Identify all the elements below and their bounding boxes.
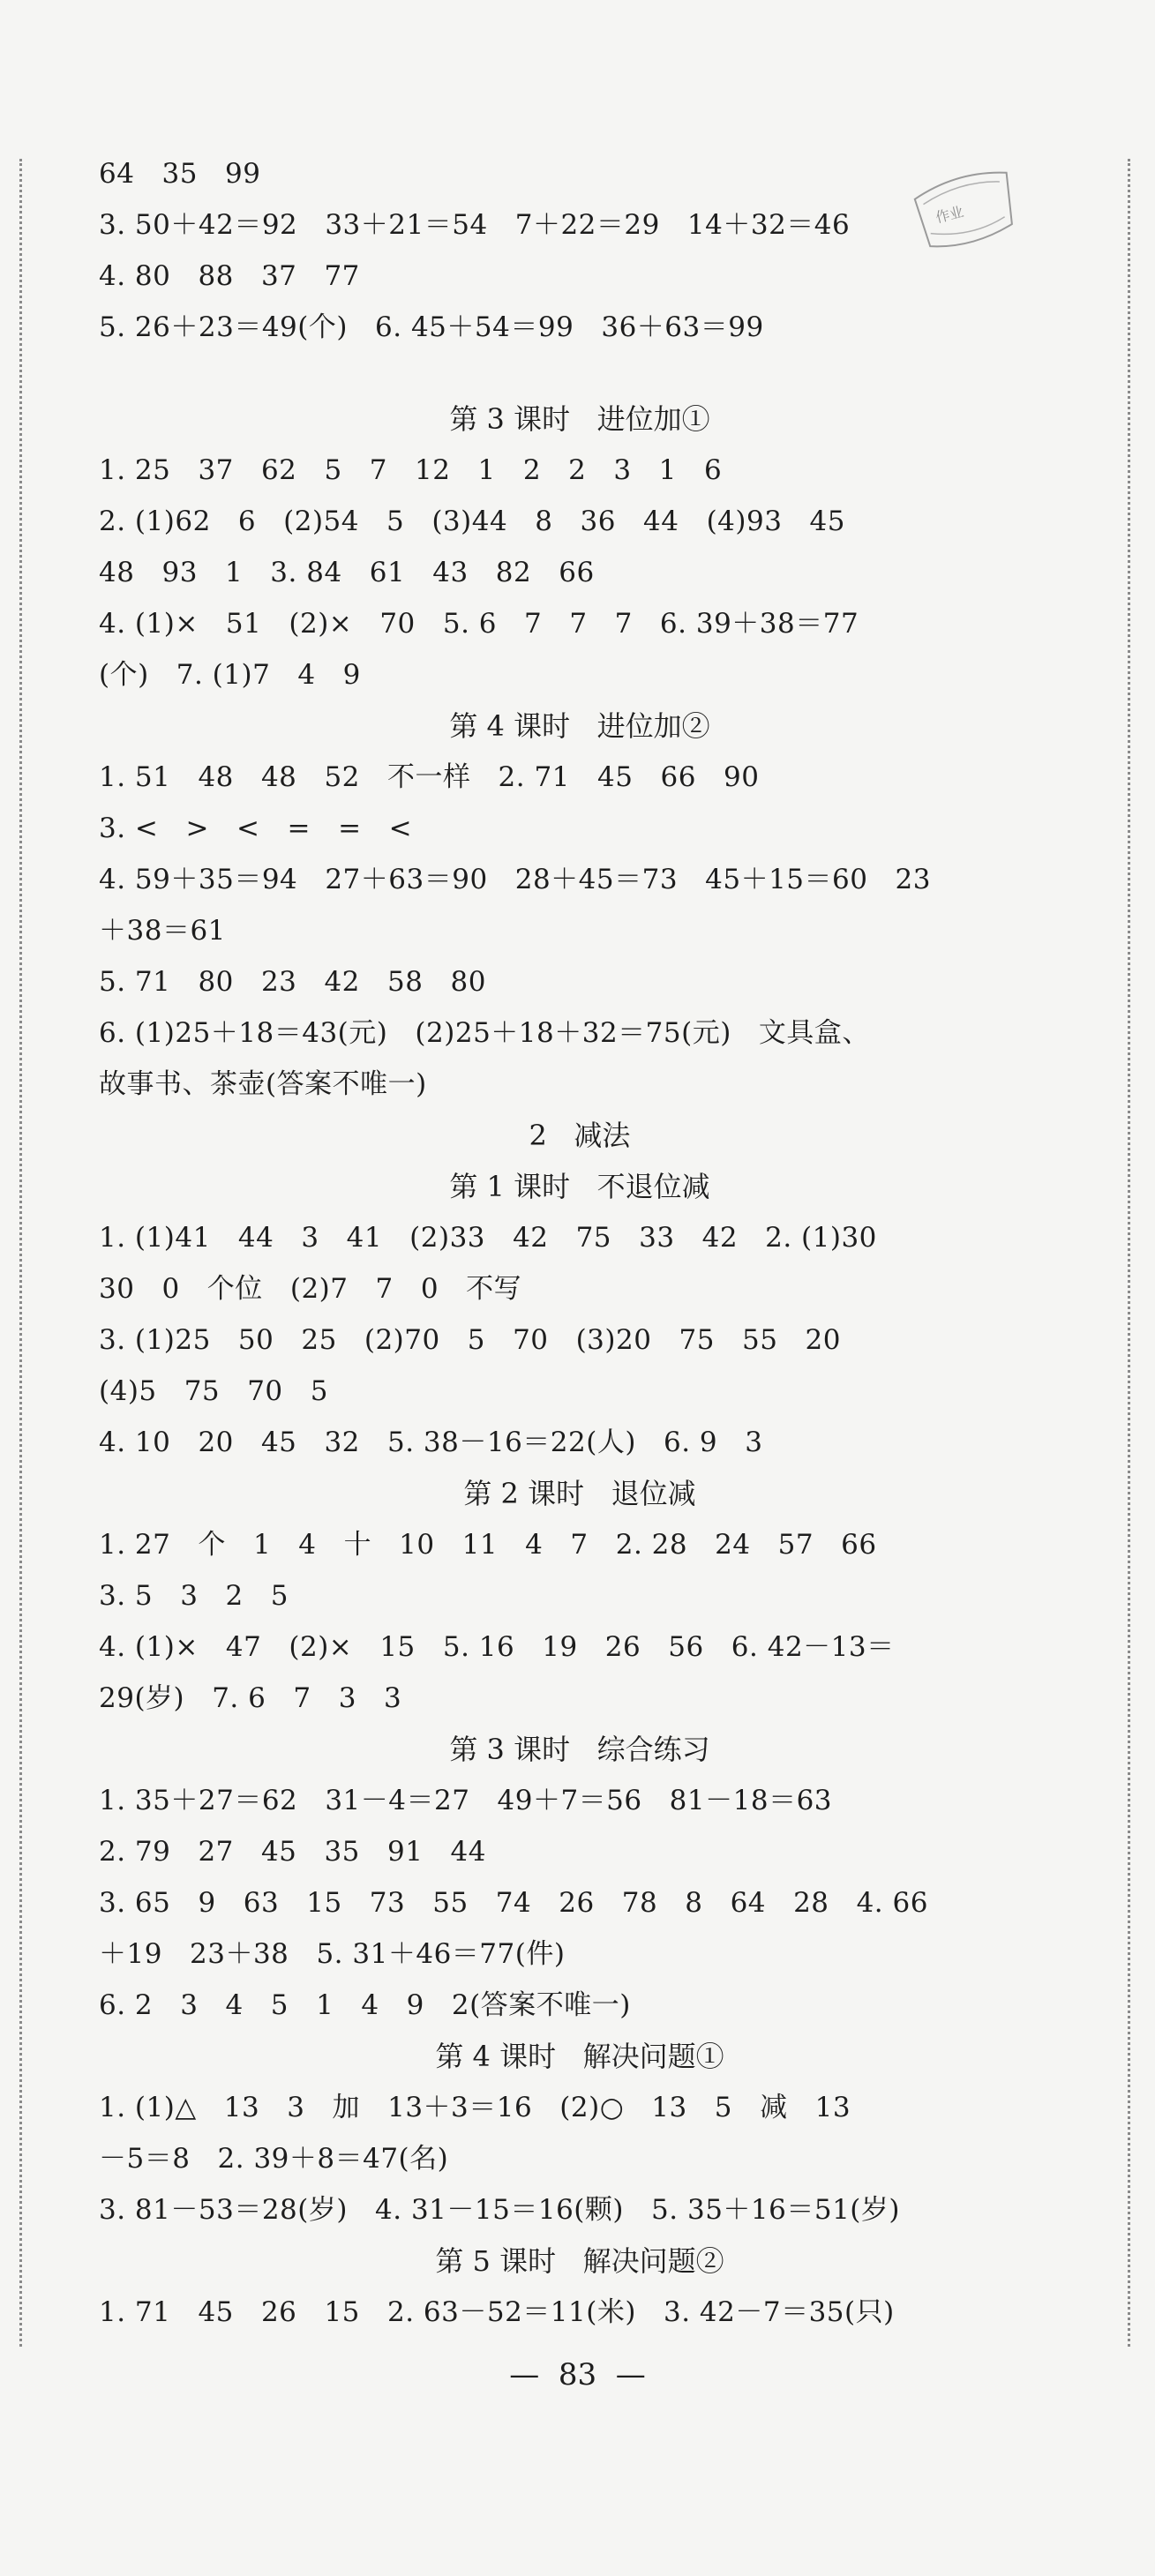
- page-number: — 83 —: [509, 2357, 646, 2393]
- answer-line: 1. 25 37 62 5 7 12 1 2 2 3 1 6: [99, 454, 723, 486]
- section-heading: 第 2 课时 退位减: [463, 1477, 696, 1510]
- answer-line: (个) 7. (1)7 4 9: [99, 659, 361, 691]
- answer-line: 3. 81－53＝28(岁) 4. 31－15＝16(颗) 5. 35＋16＝51(岁): [99, 2194, 900, 2226]
- answer-line: ＋38＝61: [99, 915, 226, 947]
- answer-line: 1. (1)41 44 3 41 (2)33 42 75 33 42 2. (1)30: [99, 1222, 877, 1254]
- section-heading: 第 4 课时 进位加②: [449, 709, 710, 743]
- answer-line: 故事书、茶壶(答案不唯一): [99, 1068, 427, 1100]
- answer-line: ＋19 23＋38 5. 31＋46＝77(件): [99, 1938, 566, 1970]
- answer-line: 3. (1)25 50 25 (2)70 5 70 (3)20 75 55 20: [99, 1324, 841, 1356]
- answer-content: [99, 148, 1061, 2338]
- answer-line: 5. 26＋23＝49(个) 6. 45＋54＝99 36＋63＝99: [99, 311, 764, 343]
- answer-line: 1. 27 个 1 4 十 10 11 4 7 2. 28 24 57 66: [99, 1529, 877, 1561]
- answer-line: 6. (1)25＋18＝43(元) (2)25＋18＋32＝75(元) 文具盒、: [99, 1017, 870, 1049]
- answer-line: (4)5 75 70 5: [99, 1375, 328, 1407]
- answer-line: 1. 35＋27＝62 31－4＝27 49＋7＝56 81－18＝63: [99, 1785, 833, 1816]
- answer-line: 6. 2 3 4 5 1 4 9 2(答案不唯一): [99, 1989, 631, 2021]
- answer-line: 30 0 个位 (2)7 7 0 不写: [99, 1273, 522, 1305]
- answer-line: 1. 51 48 48 52 不一样 2. 71 45 66 90: [99, 761, 760, 793]
- chapter-heading: 2 减法: [529, 1119, 631, 1152]
- answer-line: 2. (1)62 6 (2)54 5 (3)44 8 36 44 (4)93 45: [99, 505, 845, 537]
- answer-line: 1. 71 45 26 15 2. 63－52＝11(米) 3. 42－7＝35(只): [99, 2296, 895, 2328]
- section-heading: 第 3 课时 进位加①: [449, 402, 710, 436]
- answer-line: 4. 80 88 37 77: [99, 260, 360, 292]
- right-margin-rule: [1128, 159, 1130, 2347]
- section-heading: 第 1 课时 不退位减: [449, 1170, 710, 1203]
- answer-line: 2. 79 27 45 35 91 44: [99, 1836, 486, 1868]
- answer-line: 4. (1)× 47 (2)× 15 5. 16 19 26 56 6. 42－13＝: [99, 1631, 895, 1663]
- answer-line: 4. 59＋35＝94 27＋63＝90 28＋45＝73 45＋15＝60 23: [99, 864, 931, 895]
- section-heading: 第 5 课时 解决问题②: [435, 2244, 724, 2278]
- section-heading: 第 4 课时 解决问题①: [435, 2040, 724, 2073]
- answer-line: 5. 71 80 23 42 58 80: [99, 966, 486, 998]
- answer-line: －5＝8 2. 39＋8＝47(名): [99, 2143, 449, 2175]
- answer-line: 3. < > < = = <: [99, 812, 413, 844]
- answer-line: 48 93 1 3. 84 61 43 82 66: [99, 557, 595, 588]
- stamp-text: 作业: [934, 203, 966, 227]
- answer-line: 29(岁) 7. 6 7 3 3: [99, 1682, 402, 1714]
- answer-line: 4. (1)× 51 (2)× 70 5. 6 7 7 7 6. 39＋38＝77: [99, 608, 859, 640]
- answer-line: 3. 5 3 2 5: [99, 1580, 289, 1612]
- section-heading: 第 3 课时 综合练习: [449, 1733, 710, 1766]
- answer-line: 1. (1)△ 13 3 加 13＋3＝16 (2)○ 13 5 减 13: [99, 2092, 851, 2123]
- left-margin-rule: [19, 159, 22, 2347]
- answer-line: 64 35 99: [99, 158, 261, 190]
- answer-line: 4. 10 20 45 32 5. 38－16＝22(人) 6. 9 3: [99, 1427, 763, 1458]
- answer-line: 3. 50＋42＝92 33＋21＝54 7＋22＝29 14＋32＝46: [99, 209, 851, 241]
- answer-line: 3. 65 9 63 15 73 55 74 26 78 8 64 28 4. 66: [99, 1887, 928, 1919]
